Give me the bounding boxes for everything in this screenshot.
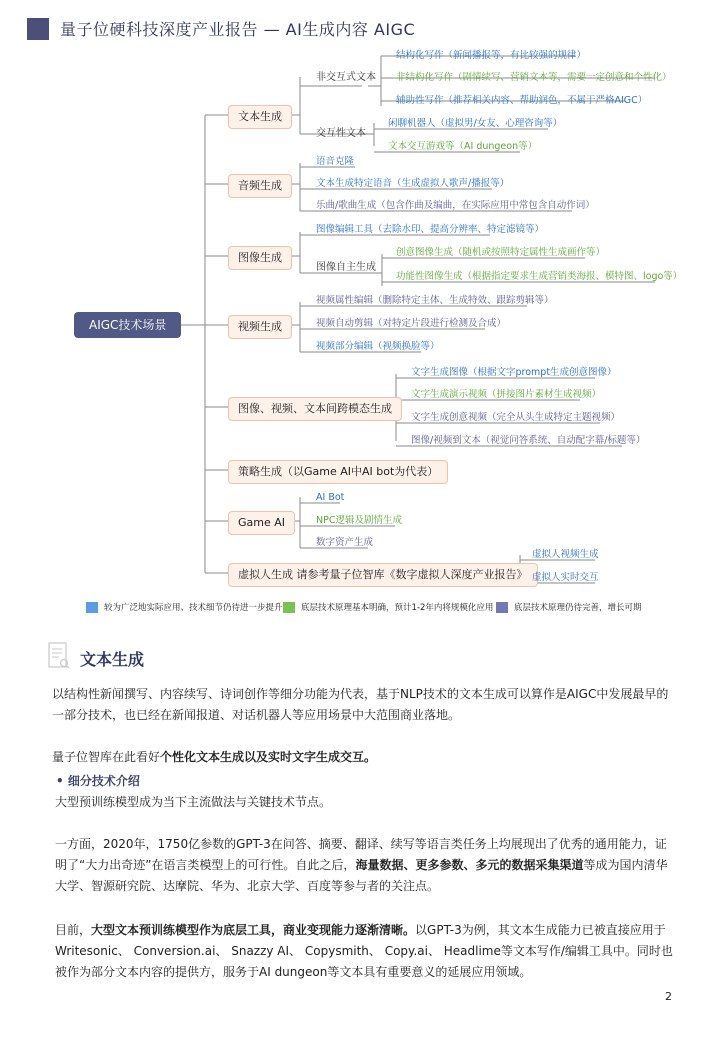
leaf-virtual-human-video: 虚拟人视频生成 [532,549,599,560]
legend-label: 底层技术原理仍待完善，增长可期 [514,603,642,613]
leaf-assistive-writing: 辅助性写作（推荐相关内容、帮助润色，不属于严格AIGC） [396,95,648,106]
leaf-text-to-image: 文字生成图像（根据文字prompt生成创意图像） [411,367,617,378]
leaf-image-edit-tools: 图像编辑工具（去除水印、提高分辨率、特定滤镜等） [316,224,545,235]
legend-label: 底层技术原理基本明确，预计1-2年内将规模化应用 [301,603,494,613]
legend-item-blue [86,601,283,613]
highlight-text: 个性化文本生成以及实时文字生成交互。 [160,750,377,764]
leaf-structured-writing: 结构化写作（新闻播报等，有比较强的规律） [396,50,587,61]
leaf-creative-image: 创意图像生成（随机或按照特定属性生成画作等） [396,247,606,258]
document-icon [48,642,70,670]
paragraph-outlook [52,747,672,768]
leaf-video-partial-edit: 视频部分编辑（视频换脸等） [316,341,440,352]
paragraph-gpt3 [55,834,675,897]
legend-swatch [283,602,295,613]
leaf-video-attribute-edit: 视频属性编辑（删除特定主体、生成特效、跟踪剪辑等） [316,295,554,306]
text: 等成为国内清华大学、智源研究院、达摩院、华为、北京大学、百度等参与者的关注点。 [55,858,668,893]
paragraph-commercial [55,920,675,983]
leaf-text-game: 文本交互游戏等（AI dungeon等） [388,141,538,152]
leaf-digital-assets: 数字资产生成 [316,537,374,548]
text: 量子位智库在此看好 [52,750,161,764]
leaf-unstructured-writing: 非结构化写作（剧情续写、营销文本等，需要一定创意和个性化） [396,72,672,83]
section-title: 文本生成 [80,650,145,669]
leaf-npc-logic: NPC逻辑及剧情生成 [316,515,402,526]
text: 以GPT-3为例，其文本生成能力已被直接应用于Writesonic、 Conversion.ai、 Snazzy AI、 Copysmith、 Copy.ai、 Headlime等文本写作/编辑工具中。同时也被作为部分文本内容的提供方，服务于AI dungeon等文本具有重要意义的延展应用领域。 [55,923,673,979]
node-strategy-generation: 策略生成（以Game AI中AI bot为代表） [228,460,448,484]
paragraph-pretrained: 大型预训练模型成为当下主流做法与关键技术节点。 [55,795,332,809]
leaf-text-to-creative-video: 文字生成创意视频（完全从头生成特定主题视频） [411,412,621,423]
leaf-voice-clone: 语音克隆 [316,156,355,167]
text: 一方面，2020年，1750亿参数的GPT-3在问答、摘要、翻译、续写等语言类任务上均展现出了优秀的通用能力，证明了“大力出奇迹”在语言类模型上的可行性。自此之后， [55,837,667,872]
bullet-subtech: • 细分技术介绍 [56,774,140,788]
node-cross-modal: 图像、视频、文本间跨模态生成 [228,397,402,421]
leaf-ai-bot: AI Bot [316,492,345,503]
legend-item-green [283,601,493,613]
mindmap-root: AIGC技术场景 [74,312,181,338]
node-video-generation: 视频生成 [228,315,292,339]
legend-item-purple [496,601,642,613]
text: 目前， [55,923,92,937]
node-image-auto-generation: 图像自主生成 [316,262,376,273]
node-audio-generation: 音频生成 [228,174,292,198]
page-number: 2 [665,990,672,1003]
leaf-functional-image: 功能性图像生成（根据指定要求生成营销类海报、模特图、logo等） [396,271,683,282]
node-interactive-text: 交互性文本 [316,128,366,139]
node-text-generation: 文本生成 [228,105,292,129]
leaf-tts: 文本生成特定语音（生成虚拟人歌声/播报等） [316,178,510,189]
node-virtual-human: 虚拟人生成 请参考量子位智库《数字虚拟人深度产业报告》 [228,563,538,587]
leaf-chatbot: 闲聊机器人（虚拟男/女友、心理咨询等） [388,118,563,129]
node-non-interactive-text: 非交互式文本 [316,72,376,83]
leaf-text-to-demo-video: 文字生成演示视频（拼接图片素材生成视频） [411,389,602,400]
legend-label: 较为广泛地实际应用、技术细节仍待进一步提升 [104,603,283,613]
leaf-music-generation: 乐曲/歌曲生成（包含作曲及编曲，在实际应用中常包含自动作词） [316,200,595,211]
legend-swatch [86,602,98,613]
leaf-virtual-human-realtime: 虚拟人实时交互 [532,572,599,583]
highlight-text: 大型文本预训练模型作为底层工具，商业变现能力逐渐清晰。 [91,923,416,937]
paragraph-intro: 以结构性新闻撰写、内容续写、诗词创作等细分功能为代表，基于NLP技术的文本生成可以算作是AIGC中发展最早的一部分技术，也已经在新闻报道、对话机器人等应用场景中大范围商业落地。 [52,687,669,722]
leaf-image-video-to-text: 图像/视频到文本（视觉问答系统、自动配字幕/标题等） [411,435,646,446]
leaf-video-auto-cut: 视频自动剪辑（对特定片段进行检测及合成） [316,318,507,329]
node-game-ai: Game AI [228,511,295,535]
highlight-text: 海量数据、更多参数、多元的数据采集渠道 [355,858,584,872]
legend-swatch [496,602,508,613]
node-image-generation: 图像生成 [228,246,292,270]
page-header-title: 量子位硬科技深度产业报告 — AI生成内容 AIGC [60,20,416,39]
